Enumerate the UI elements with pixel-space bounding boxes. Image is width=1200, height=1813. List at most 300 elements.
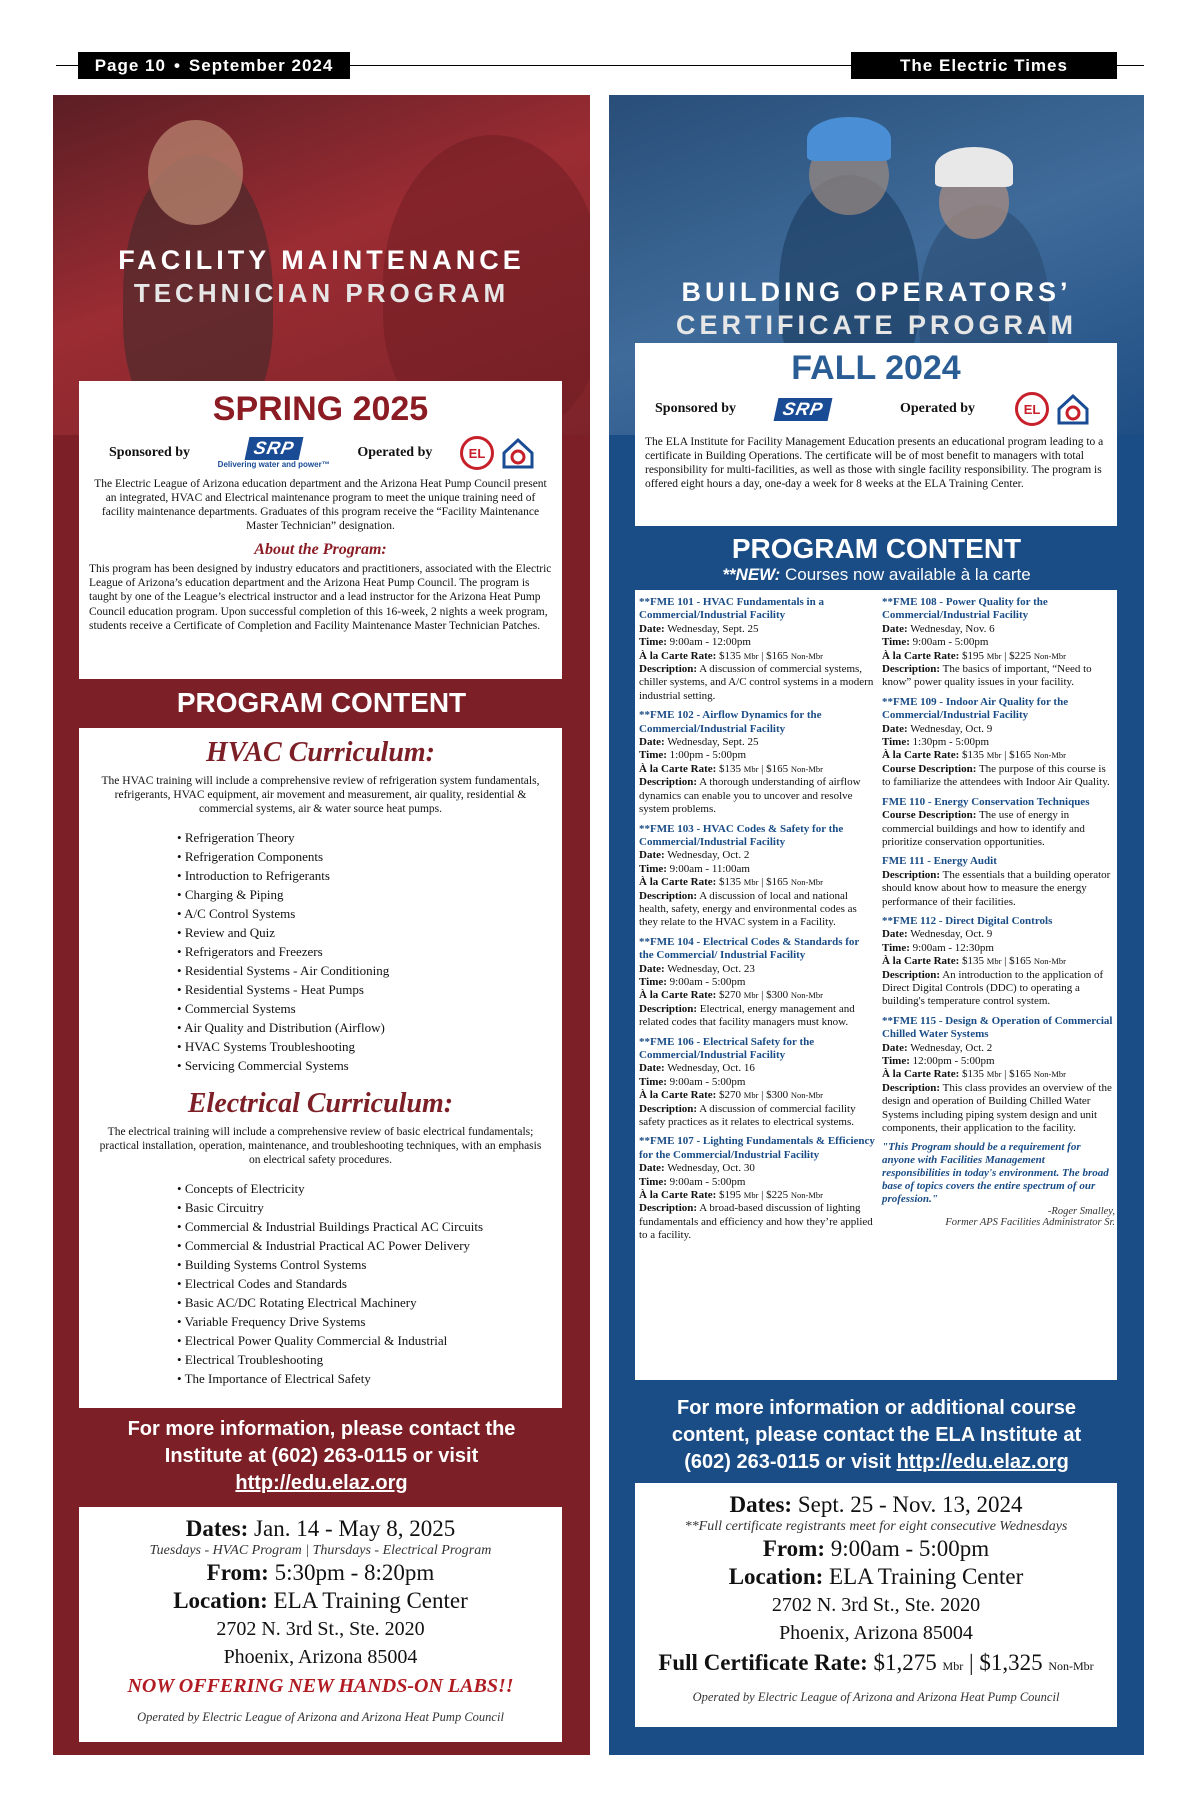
course-date: Wednesday, Oct. 9 <box>910 722 993 735</box>
member-tag: Mbr <box>743 763 759 774</box>
season-title: SPRING 2025 <box>212 390 429 428</box>
electrical-intro: The electrical training will include a comprehensive review of basic electrical fundamentals; practical installation, operation, maintenance, and troubleshooting techniques, with an emphasis on electrical safety procedures. <box>99 1126 542 1166</box>
program-content-heading <box>609 533 1144 585</box>
intro-panel <box>79 381 562 679</box>
course-title: FME 110 - Energy Conservation Techniques <box>881 795 1090 808</box>
facility-maintenance-ad <box>53 95 590 1755</box>
member-rate: $195 <box>962 649 985 662</box>
curriculum-topic: • A/C Control Systems <box>177 904 554 923</box>
course-time-row <box>882 736 1115 749</box>
course-listing <box>639 709 876 816</box>
course-time-row <box>639 1176 876 1189</box>
course-rate-row: À la Carte Rate: $135 Mbr | $165 Non-Mbr <box>639 876 823 889</box>
course-title: FME 111 - Energy Audit <box>881 855 997 868</box>
date-label: Date: <box>639 849 665 862</box>
course-date-row <box>639 849 876 862</box>
page-number: Page 10 <box>94 55 166 75</box>
nonmember-tag: Non-Mbr <box>790 990 823 1001</box>
date-label: Date: <box>881 928 908 941</box>
operated-by-label: Operated by <box>899 401 976 416</box>
rate-label: À la Carte Rate: <box>639 1189 717 1202</box>
program-content-heading: PROGRAM CONTENT <box>176 687 467 718</box>
time-label: Time: <box>639 636 667 649</box>
curriculum-topic: • Refrigeration Theory <box>177 828 554 847</box>
member-rate: $135 <box>719 649 742 662</box>
course-title: **FME 101 - HVAC Fundamentals in a Commercial/Industrial Facility <box>639 596 824 622</box>
time-label: Time: <box>639 1175 667 1188</box>
full-certificate-rate: Full Certificate Rate: $1,275 Mbr | $1,325 Non-Mbr <box>658 1650 1094 1675</box>
curriculum-topic: • HVAC Systems Troubleshooting <box>177 1037 554 1056</box>
course-time-row <box>639 976 876 989</box>
operator-logos <box>1015 391 1091 427</box>
course-description-row <box>882 869 1115 909</box>
schedule-note: Tuesdays - HVAC Program | Thursdays - Electrical Program <box>149 1543 492 1558</box>
course-title: **FME 102 - Airflow Dynamics for the Commercial/Industrial Facility <box>639 709 822 735</box>
website-link[interactable]: http://edu.elaz.org <box>896 1451 1069 1473</box>
description-label: Description: <box>639 1002 698 1015</box>
electric-league-logo: EL <box>1015 392 1049 426</box>
member-rate: $135 <box>962 955 985 968</box>
course-description: A discussion of commercial facility safety practices as it relates to electrical systems. <box>639 1102 856 1129</box>
nonmember-rate: $165 <box>766 876 789 889</box>
curriculum-topic: • Refrigeration Components <box>177 847 554 866</box>
rate-label: À la Carte Rate: <box>881 749 960 762</box>
description-label: Description: <box>639 1202 698 1215</box>
page-folio <box>78 52 350 79</box>
rate-label: À la Carte Rate: <box>639 989 717 1002</box>
course-description: A thorough understanding of airflow dynamics can enable you to uncover and resolve system problems. <box>639 776 861 816</box>
course-description-row <box>639 663 876 703</box>
about-text: This program has been designed by industry educators and practitioners, associated with the Electric League of Arizona’s education department and the Arizona Heat Pump Council. The program is taught by one of the League’s electrical instructor and a lead instructor for the Arizona Heat Pump Council education program. Upon successful completion of this 16-week, 2 nights a week program, students receive a Certificate of Completion and Facility Maintenance Master Technician Patches. <box>89 563 552 632</box>
description-label: Description: <box>881 663 941 676</box>
course-listing <box>882 855 1115 909</box>
description-label: Description: <box>639 889 698 902</box>
member-tag: Mbr <box>986 1069 1002 1080</box>
course-time: 9:00am - 11:00am <box>669 862 750 875</box>
issue-date: September 2024 <box>188 55 334 75</box>
date-label: Date: <box>881 1041 908 1054</box>
electric-league-logo: EL <box>460 436 494 470</box>
course-time-row <box>639 749 876 762</box>
curriculum-topic: • Refrigerators and Freezers <box>177 942 554 961</box>
member-tag: Mbr <box>743 990 759 1001</box>
new-text: Courses now available à la carte <box>784 565 1031 584</box>
courses-panel <box>635 590 1117 1380</box>
course-description: A discussion of commercial systems, chiller systems, and A/C control systems in a modern industrial setting. <box>639 663 874 702</box>
full-rate-member: $1,275 <box>873 1650 937 1675</box>
dates-label: Dates: <box>185 1516 249 1541</box>
course-time-row <box>639 636 876 649</box>
schedule-note: **Full certificate registrants meet for eight consecutive Wednesdays <box>684 1519 1068 1534</box>
course-date: Wednesday, Oct. 16 <box>667 1062 755 1075</box>
time-label: Time: <box>881 636 910 649</box>
dates-value: Sept. 25 - Nov. 13, 2024 <box>797 1492 1023 1517</box>
member-rate: $135 <box>962 1068 985 1081</box>
hvac-curriculum-title: HVAC Curriculum: <box>205 737 435 768</box>
course-description-row <box>639 1202 876 1242</box>
course-rate-row: À la Carte Rate: $270 Mbr | $300 Non-Mbr <box>639 989 823 1002</box>
hvac-intro: The HVAC training will include a comprehensive review of refrigeration system fundamentals, refrigerants, HVAC equipment, air movement and measurement, air quality, residential & commercial systems, air & water source heat pumps. <box>101 775 540 815</box>
curriculum-topic: • Residential Systems - Heat Pumps <box>177 980 554 999</box>
course-date: Wednesday, Nov. 6 <box>910 622 995 635</box>
curriculum-panel <box>79 728 562 1408</box>
address-line1: 2702 N. 3rd St., Ste. 2020 <box>216 1618 425 1640</box>
curriculum-topic: • Building Systems Control Systems <box>177 1255 554 1274</box>
contact-info <box>609 1395 1144 1476</box>
srp-logo: SRP Delivering water and power™ <box>217 438 330 469</box>
course-time-row <box>882 636 1115 649</box>
curriculum-topic: • Basic Circuitry <box>177 1198 554 1217</box>
course-time-row <box>882 1055 1115 1068</box>
course-time: 9:00am - 5:00pm <box>912 636 989 649</box>
location-label: Location: <box>728 1564 824 1589</box>
course-date: Wednesday, Oct. 2 <box>910 1041 993 1054</box>
nonmember-tag: Non-Mbr <box>790 763 823 774</box>
member-tag: Mbr <box>986 750 1002 761</box>
contact-info <box>53 1416 590 1497</box>
nonmember-rate: $225 <box>766 1189 789 1202</box>
nonmember-tag: Non-Mbr <box>790 1090 823 1101</box>
course-description-row <box>639 890 876 930</box>
course-description: This class provides an overview of the design and operation of Building Chilled Water Systems including piping system design and unit components, their application to the facility. <box>881 1081 1112 1135</box>
course-description-row <box>882 663 1115 690</box>
contact-line1: For more information, please contact the <box>127 1418 516 1440</box>
course-listing <box>639 823 876 930</box>
course-listing <box>639 1135 876 1242</box>
rate-label: À la Carte Rate: <box>881 955 960 968</box>
course-time-row <box>639 1076 876 1089</box>
course-listing <box>882 596 1115 690</box>
from-label: From: <box>762 1536 825 1561</box>
course-date: Wednesday, Sept. 25 <box>667 736 759 749</box>
member-rate: $135 <box>719 762 742 775</box>
course-date: Wednesday, Oct. 30 <box>667 1162 755 1175</box>
nonmember-rate: $165 <box>1009 1068 1032 1081</box>
course-date-row <box>639 623 876 636</box>
nonmember-rate: $225 <box>1009 649 1032 662</box>
contact-line1: For more information or additional course <box>677 1397 1076 1419</box>
course-date-row <box>882 1042 1115 1055</box>
contact-line3 <box>609 1449 1144 1476</box>
course-description: The essentials that a building operator should know about how to measure the energy performance of their facilities. <box>881 868 1111 908</box>
member-tag: Mbr <box>986 956 1002 967</box>
srp-logo: SRP <box>774 398 833 421</box>
course-title: **FME 104 - Electrical Codes & Standards for the Commercial/ Industrial Facility <box>639 935 860 962</box>
course-rate-row: À la Carte Rate: $195 Mbr | $225 Non-Mbr <box>639 1189 823 1202</box>
curriculum-topic: • Commercial & Industrial Practical AC Power Delivery <box>177 1236 554 1255</box>
srp-tagline: Delivering water and power™ <box>217 460 330 469</box>
member-rate: $195 <box>719 1189 742 1202</box>
course-time: 12:00pm - 5:00pm <box>912 1055 995 1067</box>
course-listing <box>882 1015 1115 1136</box>
hero-title-line1: FACILITY MAINTENANCE <box>118 245 525 275</box>
course-time: 9:00am - 5:00pm <box>669 975 746 988</box>
member-tag: Mbr <box>743 1190 759 1201</box>
curriculum-topic: • Commercial & Industrial Buildings Practical AC Circuits <box>177 1217 554 1236</box>
member-tag: Mbr <box>986 650 1002 661</box>
operated-by-label: Operated by <box>357 445 433 460</box>
course-rate-row: À la Carte Rate: $135 Mbr | $165 Non-Mbr <box>881 955 1066 968</box>
rate-label: À la Carte Rate: <box>639 1089 717 1102</box>
course-date-row <box>639 736 876 749</box>
quote-author: -Roger Smalley, <box>1047 1206 1115 1218</box>
course-description: The purpose of this course is to familiarize the attendees with Indoor Air Quality. <box>881 762 1110 789</box>
description-label: Description: <box>881 868 941 881</box>
nonmember-tag: Non-Mbr <box>1033 750 1066 761</box>
location-row <box>87 1587 554 1615</box>
dates-label: Dates: <box>729 1492 793 1517</box>
course-rate-row: À la Carte Rate: $135 Mbr | $165 Non-Mbr <box>881 1068 1066 1081</box>
nonmember-rate: $300 <box>766 989 789 1002</box>
nonmember-rate: $165 <box>1009 749 1032 762</box>
time-label: Time: <box>881 736 910 749</box>
operator-logos <box>460 435 536 471</box>
contact-line2: content, please contact the ELA Institute at <box>671 1424 1082 1446</box>
courses-column-2 <box>882 596 1115 1135</box>
member-rate: $270 <box>719 1089 742 1102</box>
course-date: Wednesday, Oct. 2 <box>667 849 750 862</box>
curriculum-topic: • Introduction to Refrigerants <box>177 866 554 885</box>
contact-line2: Institute at (602) 263-0115 or visit <box>164 1445 479 1467</box>
course-time: 1:30pm - 5:00pm <box>912 736 990 749</box>
nonmember-tag: Non-Mbr <box>1033 956 1066 967</box>
course-description-row <box>639 1103 876 1130</box>
sponsored-by-label: Sponsored by <box>109 445 191 460</box>
nonmember-tag: Non-Mbr <box>790 650 823 661</box>
curriculum-topic: • Review and Quiz <box>177 923 554 942</box>
testimonial-quote: "This Program should be a requirement for anyone with Facilities Management responsibilities in today's environment. The broad base of topics covers the entire spectrum of our profession." <box>881 1141 1109 1206</box>
course-description-row <box>639 1003 876 1030</box>
course-date: Wednesday, Oct. 23 <box>667 962 755 975</box>
course-description-row <box>639 776 876 816</box>
address-line2: Phoenix, Arizona 85004 <box>223 1646 418 1668</box>
description-label: Course Description: <box>881 762 977 775</box>
building-operators-ad <box>609 95 1144 1755</box>
course-listing <box>639 936 876 1030</box>
date-label: Date: <box>881 722 908 735</box>
dates-panel <box>635 1483 1117 1727</box>
from-label: From: <box>206 1560 269 1585</box>
hero-title-line1: BUILDING OPERATORS’ <box>681 277 1072 307</box>
from-value: 9:00am - 5:00pm <box>830 1536 990 1561</box>
course-title: **FME 109 - Indoor Air Quality for the Commercial/Industrial Facility <box>881 695 1069 722</box>
course-listing <box>882 915 1115 1009</box>
courses-column-2-wrap <box>882 596 1115 1376</box>
sponsor-row <box>655 391 1091 427</box>
full-rate-nonmember: $1,325 <box>979 1650 1043 1675</box>
course-rate-row: À la Carte Rate: $135 Mbr | $165 Non-Mbr <box>639 762 823 775</box>
hvac-topic-list <box>177 828 554 1075</box>
website-link[interactable]: http://edu.elaz.org <box>235 1472 408 1494</box>
curriculum-topic: • Basic AC/DC Rotating Electrical Machinery <box>177 1293 554 1312</box>
course-listing <box>639 1036 876 1130</box>
course-description: Electrical, energy management and related codes that facility managers must know. <box>639 1002 855 1029</box>
course-title: **FME 108 - Power Quality for the Commercial/Industrial Facility <box>881 596 1048 622</box>
intro-text: The ELA Institute for Facility Management Education presents an educational program leading to a certificate in Building Operations. The certificate will be of most benefit to managers with total responsibility for multi-facilities, as well as those with single facility responsibility. The program is offered eight hours a day, one-day a week for 8 weeks at the ELA Training Center. <box>645 436 1104 490</box>
member-rate: $135 <box>719 876 742 889</box>
rate-label: À la Carte Rate: <box>881 1068 960 1081</box>
course-description: The use of energy in commercial buildings and how to identify and prioritize conservation opportunities. <box>881 809 1085 848</box>
nonmember-rate: $165 <box>1009 955 1032 968</box>
member-tag: Mbr <box>743 877 759 888</box>
date-label: Date: <box>881 622 908 635</box>
new-label: **NEW: <box>722 565 781 584</box>
curriculum-topic: • Electrical Power Quality Commercial & Industrial <box>177 1331 554 1350</box>
time-row <box>643 1535 1109 1563</box>
course-rate-row: À la Carte Rate: $135 Mbr | $165 Non-Mbr <box>881 749 1066 762</box>
course-time: 1:00pm - 5:00pm <box>669 749 747 762</box>
heat-pump-council-logo <box>1055 391 1091 427</box>
heat-pump-council-logo <box>500 435 536 471</box>
course-listing <box>882 696 1115 790</box>
description-label: Course Description: <box>881 809 977 822</box>
member-rate: $135 <box>962 749 985 762</box>
dates-value: Jan. 14 - May 8, 2025 <box>254 1516 456 1541</box>
nonmember-rate: $165 <box>766 762 789 775</box>
description-label: Description: <box>639 776 698 789</box>
course-time-row <box>882 942 1115 955</box>
address-line1: 2702 N. 3rd St., Ste. 2020 <box>771 1594 981 1616</box>
description-label: Description: <box>639 663 698 676</box>
course-rate-row: À la Carte Rate: $135 Mbr | $165 Non-Mbr <box>639 649 823 662</box>
location-row <box>643 1563 1109 1591</box>
curriculum-topic: • Servicing Commercial Systems <box>177 1056 554 1075</box>
course-title: **FME 106 - Electrical Safety for the Commercial/Industrial Facility <box>639 1035 815 1061</box>
nonmember-tag: Non-Mbr <box>790 877 823 888</box>
date-label: Date: <box>639 1162 665 1175</box>
course-date: Wednesday, Sept. 25 <box>667 622 759 635</box>
time-label: Time: <box>881 941 910 954</box>
labs-announcement: NOW OFFERING NEW HANDS-ON LABS!! <box>127 1675 514 1697</box>
time-label: Time: <box>639 749 667 762</box>
member-tag: Mbr <box>743 650 759 661</box>
course-description-row <box>882 1082 1115 1136</box>
electrical-topic-list <box>177 1179 554 1388</box>
date-label: Date: <box>639 1062 665 1075</box>
time-label: Time: <box>639 1075 667 1088</box>
hero-title-line2: CERTIFICATE PROGRAM <box>676 310 1077 340</box>
course-rate-row: À la Carte Rate: $195 Mbr | $225 Non-Mbr <box>881 649 1066 662</box>
course-description: An introduction to the application of Direct Digital Controls (DDC) to operating a building's temperature control system. <box>881 968 1104 1008</box>
course-title: **FME 112 - Direct Digital Controls <box>881 914 1053 927</box>
course-date-row <box>882 723 1115 736</box>
rate-label: À la Carte Rate: <box>639 876 717 889</box>
sponsor-row <box>109 435 536 471</box>
sponsored-by-label: Sponsored by <box>655 401 737 416</box>
publication-name: The Electric Times <box>851 52 1117 79</box>
member-tag: Mbr <box>942 1659 964 1673</box>
course-title: **FME 107 - Lighting Fundamentals & Efficiency for the Commercial/Industrial Facility <box>639 1135 875 1161</box>
dates-panel <box>79 1507 562 1742</box>
course-date-row <box>882 928 1115 941</box>
course-date-row <box>639 1162 876 1175</box>
course-date-row <box>639 963 876 976</box>
courses-column-1 <box>639 596 876 1376</box>
time-label: Time: <box>639 862 667 875</box>
location-value: ELA Training Center <box>273 1588 468 1613</box>
time-row <box>87 1559 554 1587</box>
location-value: ELA Training Center <box>829 1564 1024 1589</box>
course-description: A discussion of local and national health, safety, energy and environmental codes as they relate to the HVAC system in a Facility. <box>639 889 857 929</box>
date-label: Date: <box>639 962 665 975</box>
contact-phone: (602) 263-0115 or visit <box>684 1451 891 1473</box>
nonmember-tag: Non-Mbr <box>1033 1069 1066 1080</box>
curriculum-topic: • Electrical Troubleshooting <box>177 1350 554 1369</box>
course-time: 9:00am - 12:00pm <box>669 636 751 649</box>
description-label: Description: <box>881 968 941 981</box>
course-description: A broad-based discussion of lighting fundamentals and efficiency and how they’re applied to a facility. <box>639 1202 873 1242</box>
course-date-row <box>882 623 1115 636</box>
new-courses-note <box>609 565 1144 585</box>
rate-label: À la Carte Rate: <box>639 649 717 662</box>
intro-panel <box>635 343 1117 526</box>
time-label: Time: <box>639 975 667 988</box>
curriculum-topic: • Concepts of Electricity <box>177 1179 554 1198</box>
from-value: 5:30pm - 8:20pm <box>274 1560 435 1585</box>
course-listing <box>639 596 876 703</box>
curriculum-topic: • Residential Systems - Air Conditioning <box>177 961 554 980</box>
course-title: **FME 115 - Design & Operation of Commercial Chilled Water Systems <box>881 1014 1113 1041</box>
member-rate: $270 <box>719 989 742 1002</box>
course-time: 9:00am - 12:30pm <box>912 941 994 954</box>
operator-footer: Operated by Electric League of Arizona and Arizona Heat Pump Council <box>692 1690 1060 1704</box>
curriculum-topic: • Variable Frequency Drive Systems <box>177 1312 554 1331</box>
course-time-row <box>639 863 876 876</box>
nonmember-rate: $300 <box>766 1089 789 1102</box>
program-content-title: PROGRAM CONTENT <box>731 533 1022 564</box>
curriculum-topic: • Air Quality and Distribution (Airflow) <box>177 1018 554 1037</box>
course-time: 9:00am - 5:00pm <box>669 1175 746 1188</box>
operator-footer: Operated by Electric League of Arizona and Arizona Heat Pump Council <box>137 1710 504 1724</box>
nonmember-rate: $165 <box>766 649 789 662</box>
quote-role: Former APS Facilities Administrator Sr. <box>945 1217 1115 1229</box>
member-tag: Mbr <box>743 1090 759 1101</box>
course-description-row <box>882 969 1115 1009</box>
course-time: 9:00am - 5:00pm <box>669 1075 746 1088</box>
course-description-row <box>882 809 1115 849</box>
folio-separator: • <box>173 55 181 75</box>
full-rate-label: Full Certificate Rate: <box>658 1650 868 1675</box>
nonmember-tag: Non-Mbr <box>790 1190 823 1201</box>
date-label: Date: <box>639 736 665 749</box>
location-label: Location: <box>173 1588 268 1613</box>
course-description: The basics of important, “Need to know” power quality issues in your facility. <box>881 663 1092 689</box>
time-label: Time: <box>881 1055 910 1067</box>
curriculum-topic: • Electrical Codes and Standards <box>177 1274 554 1293</box>
curriculum-topic: • The Importance of Electrical Safety <box>177 1369 554 1388</box>
rate-label: À la Carte Rate: <box>639 762 717 775</box>
about-title: About the Program: <box>254 541 387 558</box>
course-listing <box>882 796 1115 850</box>
hero-title-line2: TECHNICIAN PROGRAM <box>133 278 510 308</box>
description-label: Description: <box>639 1102 698 1115</box>
course-date: Wednesday, Oct. 9 <box>910 928 993 941</box>
rate-label: À la Carte Rate: <box>881 649 960 662</box>
course-description-row <box>882 763 1115 790</box>
curriculum-topic: • Charging & Piping <box>177 885 554 904</box>
nonmember-tag: Non-Mbr <box>1048 1659 1094 1673</box>
address-line2: Phoenix, Arizona 85004 <box>779 1622 973 1644</box>
course-rate-row: À la Carte Rate: $270 Mbr | $300 Non-Mbr <box>639 1089 823 1102</box>
date-label: Date: <box>639 622 665 635</box>
dates-row <box>87 1515 554 1543</box>
intro-text: The Electric League of Arizona education department and the Arizona Heat Pump Council present an integrated, HVAC and Electrical maintenance program to meet the unique training need of facility maintenance departments. Graduates of this program receive the “Facility Maintenance Master Technician” designation. <box>94 478 547 532</box>
nonmember-tag: Non-Mbr <box>1033 650 1066 661</box>
electrical-curriculum-title: Electrical Curriculum: <box>187 1088 454 1119</box>
course-title: **FME 103 - HVAC Codes & Safety for the Commercial/Industrial Facility <box>639 822 844 848</box>
description-label: Description: <box>881 1081 941 1094</box>
season-title: FALL 2024 <box>791 349 961 387</box>
